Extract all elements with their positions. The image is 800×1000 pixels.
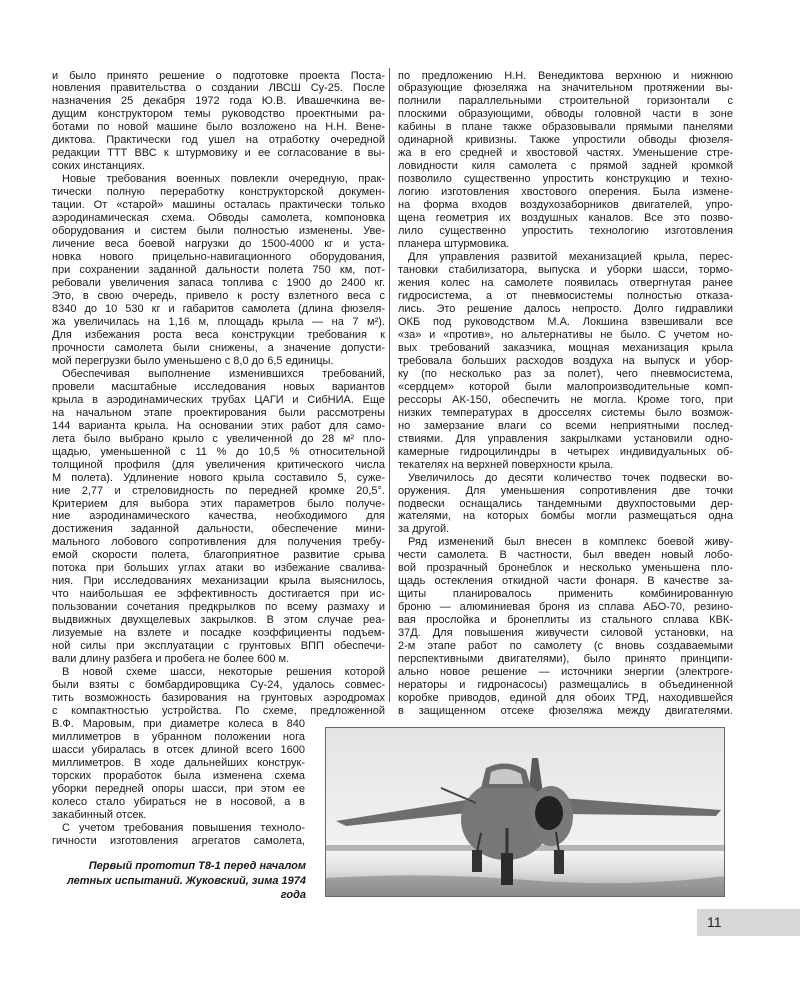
text-line: новка нового прицельно-навигационного оборудования, — [52, 251, 385, 264]
text-line: ребовали увеличения запаса топлива с 1900 до 2400 кг. — [52, 277, 385, 290]
text-line: ние 2,77 и стреловидность по передней кромке 20,5°. — [52, 484, 385, 497]
text-line: нераторы и гидронасосы) размещались в объединенной — [398, 679, 733, 692]
text-line: 144 варианта крыла. На основании этих работ для само- — [52, 419, 385, 432]
text-line: одинарной кривизны. Также упростили обводы фюзеля- — [398, 134, 733, 147]
su25-prototype-image — [326, 728, 725, 897]
text-line: тановки стабилизатора, выпуска и уборки шасси, тормо- — [398, 264, 733, 277]
text-line: ловидности киля самолета с прямой задней кромкой — [398, 160, 733, 173]
text-line: С учетом требования повышения техноло- — [62, 821, 305, 834]
text-line: Новые требования военных повлекли очередную, прак- — [62, 173, 385, 186]
text-line: рессоры АК-150, обеспечить не могла. Кроме того, при — [398, 393, 733, 406]
text-line: ние аэродинамического качества, необходимого для — [52, 510, 385, 523]
text-line: оборудования и систем были полностью изменены. Уве- — [52, 225, 385, 238]
text-line: ОКБ под руководством М.А. Локшина взвешивали все — [398, 315, 733, 328]
text-line: Увеличилось до десяти количество точек подвески во- — [408, 471, 733, 484]
text-line: ния. При исследованиях механизации крыла выяснилось, — [52, 575, 385, 588]
text-line: Для избежания роста веса конструкции требования к — [52, 328, 385, 341]
text-line: тации. От «старой» машины осталась практически только — [52, 199, 385, 212]
text-line: 2-м этапе работ по самолету (с вновь создаваемыми — [398, 640, 733, 653]
text-line: Для управления развитой механизацией крыла, перес- — [408, 251, 733, 264]
text-line: ботами по новой машине было возложено на Н.Н. Вене- — [52, 121, 385, 134]
text-line: чести самолета. В частности, был введен новый лобо- — [398, 549, 733, 562]
text-line: и было принято решение о подготовке проекта Поста- — [52, 69, 385, 82]
text-line: образующие фюзеляжа на значительном протяжении вы- — [398, 82, 733, 95]
text-line: 37Д. Для повышения живучести силовой установки, на — [398, 627, 733, 640]
text-line: за другой. — [398, 523, 450, 536]
text-line: броню — алюминиевая броня из сплава АБО-70, резино- — [398, 601, 733, 614]
text-line: уборки передней опоры шасси, при этом ее — [52, 782, 305, 795]
text-line: тически полную переработку конструкторской докумен- — [52, 186, 385, 199]
text-line: ально новое решение — источники энергии (электроге- — [398, 666, 733, 679]
text-line: соких инстанциях. — [52, 160, 146, 173]
text-line: толщиной профиля (для увеличения критического числа — [52, 458, 385, 471]
text-line: лило существенно упростить технологию изготовления — [398, 225, 733, 238]
text-line: вая прослойка и бронеплиты из стального сплава КВК- — [398, 614, 733, 627]
text-line: личение веса боевой нагрузки до 1500-4000 кг и уста- — [52, 238, 385, 251]
text-line: лись. Это решение далось непросто. Долго гидравлики — [398, 302, 733, 315]
text-line: полнили параллельными строительной горизонтали с — [398, 95, 733, 108]
text-line: назначения 25 декабря 1972 года Ю.В. Ивашечкина ве- — [52, 95, 385, 108]
text-line: 8340 до 10 530 кг и габаритов самолета (длина фюзеля- — [52, 302, 385, 315]
text-line: вали длину разбега и пробега не более 600 м. — [52, 653, 290, 666]
text-line: щадь остекления откидной части фонаря. В качестве за- — [398, 575, 733, 588]
text-line: подвески оснащались тандемными двухпостовыми дер- — [398, 497, 733, 510]
aircraft-photo — [325, 727, 725, 897]
text-line: требовала больших расходов воздуха на выпуск и убор- — [398, 354, 733, 367]
text-line: достижения заданной дальности, обеспечение мини- — [52, 523, 385, 536]
text-line: М полета). Удлинение нового крыла составило 5, суже- — [52, 471, 385, 484]
text-line: с компактностью устройства. По схеме, предложенной — [52, 705, 385, 718]
caption-line: летных испытаний. Жуковский, зима 1974 — [66, 874, 306, 887]
text-line: закабинный отсек. — [52, 808, 147, 821]
text-line: «сердцем» которой были малопроизводительные комп- — [398, 380, 733, 393]
text-line: щиты планировалось применить комбинированную — [398, 588, 733, 601]
text-line: шасси убиралась в отсек длиной всего 1600 — [52, 743, 305, 756]
text-line: «за» и «против», но альтернативы не было. С учетом но- — [398, 328, 733, 341]
text-line: камерные гидроцилиндры в четырех индивидуальных об- — [398, 445, 733, 458]
caption-line: года — [280, 889, 306, 901]
text-line: перспективными двигателями), было принято принципи- — [398, 653, 733, 666]
text-line: диктова. Практически год ушел на отработку очередной — [52, 134, 385, 147]
text-line: вой прозрачный бронеблок и несколько уменьшена пло- — [398, 562, 733, 575]
photo-caption — [52, 859, 306, 903]
text-line: были взяты с бомбардировщика Су-24, удалось совмес- — [52, 679, 385, 692]
text-line: емой скорости полета, благоприятное развитие срыва — [52, 549, 385, 562]
text-line: логию изготовления хвостового оперения. Была измене- — [398, 186, 733, 199]
text-line: редакции ТТТ ВВС к штурмовику и ее согласование в вы- — [52, 147, 385, 160]
text-line: пользовании сочетания предкрылков по всему размаху и — [52, 601, 385, 614]
text-line: ствиями. Для управления закрылками установили одно- — [398, 432, 733, 445]
text-line: жателями, на которых бомбы могли размещаться одна — [398, 510, 733, 523]
text-line: Ряд изменений был внесен в комплекс боевой живу- — [408, 536, 733, 549]
text-line: мального лобового сопротивления для получения требу- — [52, 536, 385, 549]
text-line: лета было выбрано крыло с увеличенной до 28 м² пло- — [52, 432, 385, 445]
page-number: 11 — [707, 914, 722, 930]
text-line: аэродинамическая схема. Обводы самолета, компоновка — [52, 212, 385, 225]
text-line: прочности самолета были снижены, а значение допусти- — [52, 341, 385, 354]
text-line: Критерием для выбора этих параметров было получе- — [52, 497, 385, 510]
text-line: жения колес на самолете появилась отвергнутая ранее — [398, 277, 733, 290]
text-line: мой перегрузки было уменьшено с 8,0 до 6,5 единицы. — [52, 354, 334, 367]
text-line: миллиметров в убранном положении нога — [52, 730, 305, 743]
text-line: низких температурах в дросселях системы было возмож- — [398, 406, 733, 419]
text-line: по предложению Н.Н. Венедиктова верхнюю и нижнюю — [398, 69, 733, 82]
text-line: ку (по несколько раз за полет), чего пневмосистема, — [398, 367, 733, 380]
text-line: потока при больших углах атаки во избежание свалива- — [52, 562, 385, 575]
text-line: кабины в плане также образовывали прямыми панелями — [398, 121, 733, 134]
text-line: провели масштабные исследования новых вариантов — [52, 380, 385, 393]
text-line: на начальном этапе проектирования были рассмотрены — [52, 406, 385, 419]
text-line: щадью, уменьшенной с 11 % до 10,5 % относительной — [52, 445, 385, 458]
text-line: коробке приводов, единой для обоих ТРД, находившейся — [398, 692, 733, 705]
text-line: позволило существенно упростить конструкцию и техно- — [398, 173, 733, 186]
text-line: плоскими образующими, обводы головной части в зоне — [398, 108, 733, 121]
text-line: колесо стало убираться не в носовой, а в — [52, 795, 305, 808]
text-line: жа увеличилась на 1,16 м, площадь крыла — на 7 м²). — [52, 315, 385, 328]
text-line: щена геометрия их воздушных каналов. Все это позво- — [398, 212, 733, 225]
text-line: жа в его средней и хвостовой частях. Уменьшение стре- — [398, 147, 733, 160]
text-line: В новой схеме шасси, некоторые решения которой — [62, 666, 385, 679]
text-line: гичности изготовления агрегатов самолета, — [52, 834, 305, 847]
text-line: ной силы при эксплуатации с грунтовых ВПП обеспечи- — [52, 640, 385, 653]
caption-line: Первый прототип Т8-1 перед началом — [88, 860, 306, 872]
text-line: но замерзание влаги со всеми неприятными послед- — [398, 419, 733, 432]
text-line: гидросистема, а от пневмосистемы полностью отказа- — [398, 289, 733, 302]
text-line: планера штурмовика. — [398, 238, 510, 251]
text-line: что наибольшая ее эффективность достигается при ис- — [52, 588, 385, 601]
text-line: вых требований заказчика, мощная механизация крыла — [398, 341, 733, 354]
text-line: Обеспечивая выполнение изменившихся требований, — [62, 367, 385, 380]
text-line: при сохранении заданной дальности полета 750 км, пот- — [52, 264, 385, 277]
text-line: новления правительства о создании ЛВСШ Су-25. После — [52, 82, 385, 95]
text-line: текателях на верхней поверхности крыла. — [398, 458, 614, 471]
page-number-box — [697, 909, 800, 936]
text-line: торских проработок была изменена схема — [52, 769, 305, 782]
text-line: на форма входов воздухозаборников двигателей, упро- — [398, 199, 733, 212]
text-line: дущим конструктором темы руководство проектными ра- — [52, 108, 385, 121]
text-line: В.Ф. Маровым, при диаметре колеса в 840 — [52, 718, 305, 730]
text-line: оружения. Для уменьшения сопротивления две точки — [398, 484, 733, 497]
column-rule — [389, 68, 390, 702]
text-line: крыла в аэродинамических трубах ЦАГИ и СибНИА. Еще — [52, 393, 385, 406]
text-line: выдвижных двухщелевых закрылков. В этом случае реа- — [52, 614, 385, 627]
text-line: миллиметров. В ходе дальнейших конструк- — [52, 756, 305, 769]
text-line: Это, в свою очередь, привело к росту взлетного веса с — [52, 289, 385, 302]
text-line: в защищенном отсеке фюзеляжа между двигателями. — [398, 705, 733, 718]
text-line: лизуемые на взлете и посадке коэффициенты подъем- — [52, 627, 385, 640]
text-line: тить возможность базирования на грунтовых аэродромах — [52, 692, 385, 705]
